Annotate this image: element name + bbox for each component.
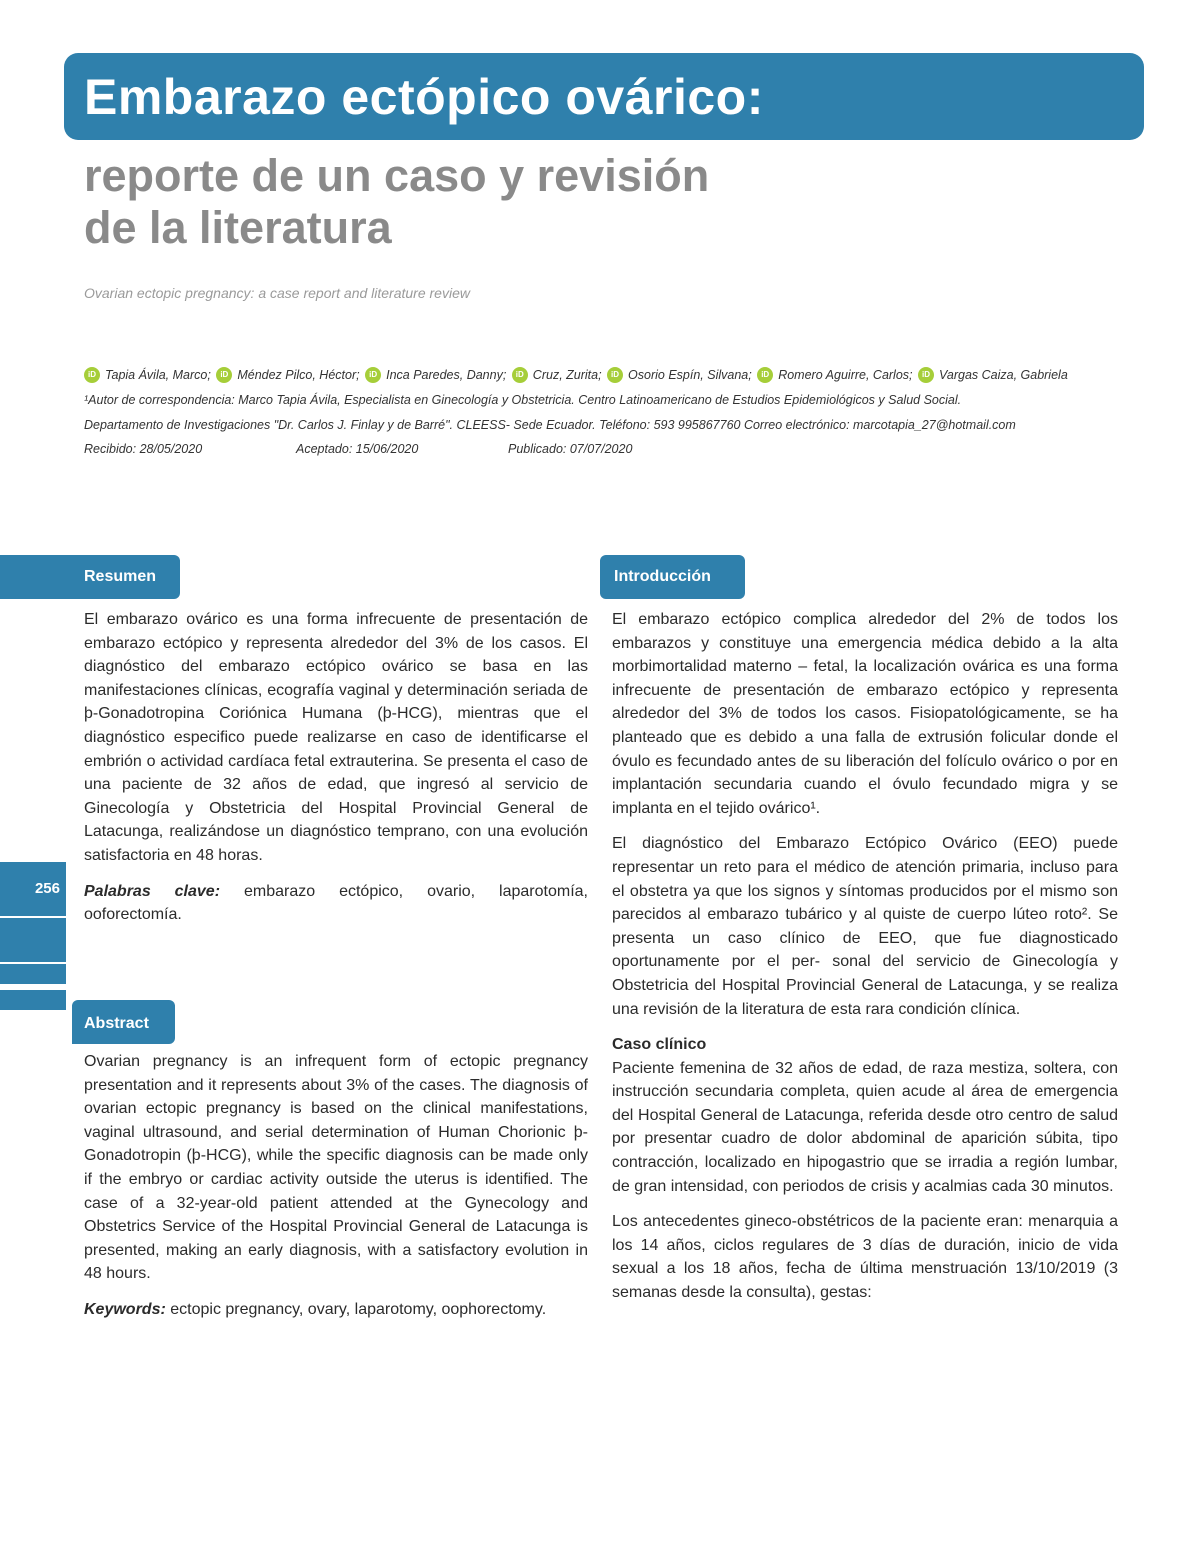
intro-paragraph: Los antecedentes gineco-obstétricos de la paciente eran: menarquia a los 14 años, ciclos regulares de 3 días de duración, inicio de vida sexual a los 18 años, fecha de última menstruación 13/10/2019 (3 semanas desde la consulta), gestas: bbox=[612, 1213, 1118, 1302]
subtitle-line-2: de la literatura bbox=[84, 202, 392, 253]
author-name: Osorio Espín, Silvana; bbox=[628, 368, 752, 382]
author-name: Romero Aguirre, Carlos; bbox=[778, 368, 913, 382]
author bbox=[84, 367, 211, 383]
resumen-body bbox=[84, 608, 588, 939]
caso-text: Paciente femenina de 32 años de edad, de raza mestiza, soltera, con instrucción secundaria completa, quien acude al área de emergencia del Hospital General de Latacunga, referida desde otro centro de salud por presentar cuadro de dolor abdominal de aparición súbita, tipo contracción, localizado en hipogastrio que se irradia a región lumbar, de gran intensidad, con periodos de crisis y acalmias cada 30 minutos. bbox=[612, 1059, 1118, 1195]
abstract-keywords bbox=[84, 1298, 588, 1322]
correspondence-note: ¹Autor de correspondencia: Marco Tapia Ávila, Especialista en Ginecología y Obstetricia. Centro Latinoamericano de Estudios Epidemiológicos y Salud Social. bbox=[84, 393, 962, 407]
orcid-icon[interactable]: iD bbox=[607, 367, 623, 383]
article-title: Embarazo ectópico ovárico: bbox=[84, 69, 764, 125]
english-title: Ovarian ectopic pregnancy: a case report and literature review bbox=[84, 285, 470, 301]
author-name: Tapia Ávila, Marco; bbox=[105, 368, 211, 382]
caso-clinico bbox=[612, 1033, 1118, 1198]
author-name: Cruz, Zurita; bbox=[532, 368, 602, 382]
author bbox=[918, 367, 1068, 383]
abstract-body bbox=[84, 1050, 588, 1334]
author bbox=[216, 367, 359, 383]
orcid-icon[interactable]: iD bbox=[84, 367, 100, 383]
orcid-icon[interactable]: iD bbox=[512, 367, 528, 383]
orcid-icon[interactable]: iD bbox=[365, 367, 381, 383]
abstract-heading: Abstract bbox=[84, 1015, 149, 1032]
keywords-text: ectopic pregnancy, ovary, laparotomy, oophorectomy. bbox=[165, 1300, 547, 1318]
side-bar-block bbox=[0, 918, 66, 962]
abstract-text: Ovarian pregnancy is an infrequent form of ectopic pregnancy presentation and it represents about 3% of the cases. The diagnosis of ovarian ectopic pregnancy is based on the clinical manifestations, vaginal ultrasound, and serial determination of Human Chorionic þ-Gonadotropin (þ-HCG), while the specific diagnosis can be made only if the embryo or cardiac activity outside the uterus is identified. The case of a 32-year-old patient attended at the Gynecology and Obstetrics Service of the Hospital Provincial General de Latacunga is presented, making an early diagnosis, with a satisfactory evolution in 48 hours. bbox=[84, 1053, 588, 1283]
page-number: 256 bbox=[0, 862, 66, 916]
author bbox=[757, 367, 912, 383]
keywords-label: Keywords: bbox=[84, 1300, 166, 1318]
received-date: Recibido: 28/05/2020 bbox=[84, 442, 203, 456]
intro-paragraph: El embarazo ectópico complica alrededor del 2% de todos los embarazos y constituye una emergencia médica debido a la alta morbimortalidad materno – fetal, la localización ovárica es una forma infrecuente de presentación de embarazo ectópico y representa alrededor del 3% de todos los casos. Fisiopatológicamente, se ha planteado que es debido a una falla de extrusión folicular donde el óvulo es fecundado antes de su liberación del folículo ovárico o por en implantación secundaria cuando el óvulo fecundado migra y se implanta en el tejido ovárico¹. bbox=[612, 611, 1118, 817]
orcid-icon[interactable]: iD bbox=[216, 367, 232, 383]
caso-heading: Caso clínico bbox=[612, 1036, 707, 1054]
author bbox=[607, 367, 752, 383]
author-name: Inca Paredes, Danny; bbox=[386, 368, 507, 382]
orcid-icon[interactable]: iD bbox=[757, 367, 773, 383]
intro-paragraph: El diagnóstico del Embarazo Ectópico Ovárico (EEO) puede representar un reto para el médico de atención primaria, incluso para el obstetra ya que los signos y síntomas producidos por el mismo son parecidos al embarazo tubárico y al quiste de cuerpo lúteo roto². Se presenta un caso clínico de EEO, que fue diagnosticado oportunamente por el per- sonal del servicio de Ginecología y Obstetricia del Hospital Provincial General de Latacunga, y se realiza una revisión de la literatura de esta rara condición clínica. bbox=[612, 835, 1118, 1018]
author-name: Méndez Pilco, Héctor; bbox=[237, 368, 360, 382]
orcid-icon[interactable]: iD bbox=[918, 367, 934, 383]
introduccion-body bbox=[612, 608, 1118, 1317]
keywords-text: embarazo ectópico, ovario, laparotomía, ooforectomía. bbox=[84, 882, 588, 924]
author bbox=[512, 367, 602, 383]
author-list bbox=[84, 366, 1154, 383]
keywords-label: Palabras clave: bbox=[84, 882, 221, 900]
side-bar-block bbox=[0, 964, 66, 984]
subtitle-line-1: reporte de un caso y revisión bbox=[84, 150, 710, 201]
author bbox=[365, 367, 506, 383]
accepted-date: Aceptado: 15/06/2020 bbox=[296, 442, 419, 456]
department-info: Departamento de Investigaciones "Dr. Carlos J. Finlay y de Barré". CLEESS- Sede Ecuador. Teléfono: 593 995867760 Correo electrónico: marcotapia_27@hotmail.com bbox=[84, 418, 1016, 432]
resumen-keywords bbox=[84, 880, 588, 927]
side-bar-block bbox=[0, 990, 66, 1010]
resumen-heading: Resumen bbox=[84, 568, 157, 585]
published-date: Publicado: 07/07/2020 bbox=[508, 442, 633, 456]
resumen-text: El embarazo ovárico es una forma infrecuente de presentación de embarazo ectópico y representa alrededor del 3% de los casos. El diagnóstico del embarazo ectópico ovárico se basa en las manifestaciones clínicas, ecografía vaginal y determinación seriada de þ-Gonadotropina Coriónica Humana (þ-HCG), mientras que el diagnóstico especifico puede realizarse en caso de identificarse el embrión o actividad cardíaca fetal extrauterina. Se presenta el caso de una paciente de 32 años de edad, que ingresó al servicio de Ginecología y Obstetricia del Hospital Provincial General de Latacunga, realizándose un diagnóstico temprano, con una evolución satisfactoria en 48 horas. bbox=[84, 611, 588, 864]
article-subtitle bbox=[84, 150, 709, 254]
author-name: Vargas Caiza, Gabriela bbox=[939, 368, 1068, 382]
introduccion-heading: Introducción bbox=[614, 568, 711, 585]
